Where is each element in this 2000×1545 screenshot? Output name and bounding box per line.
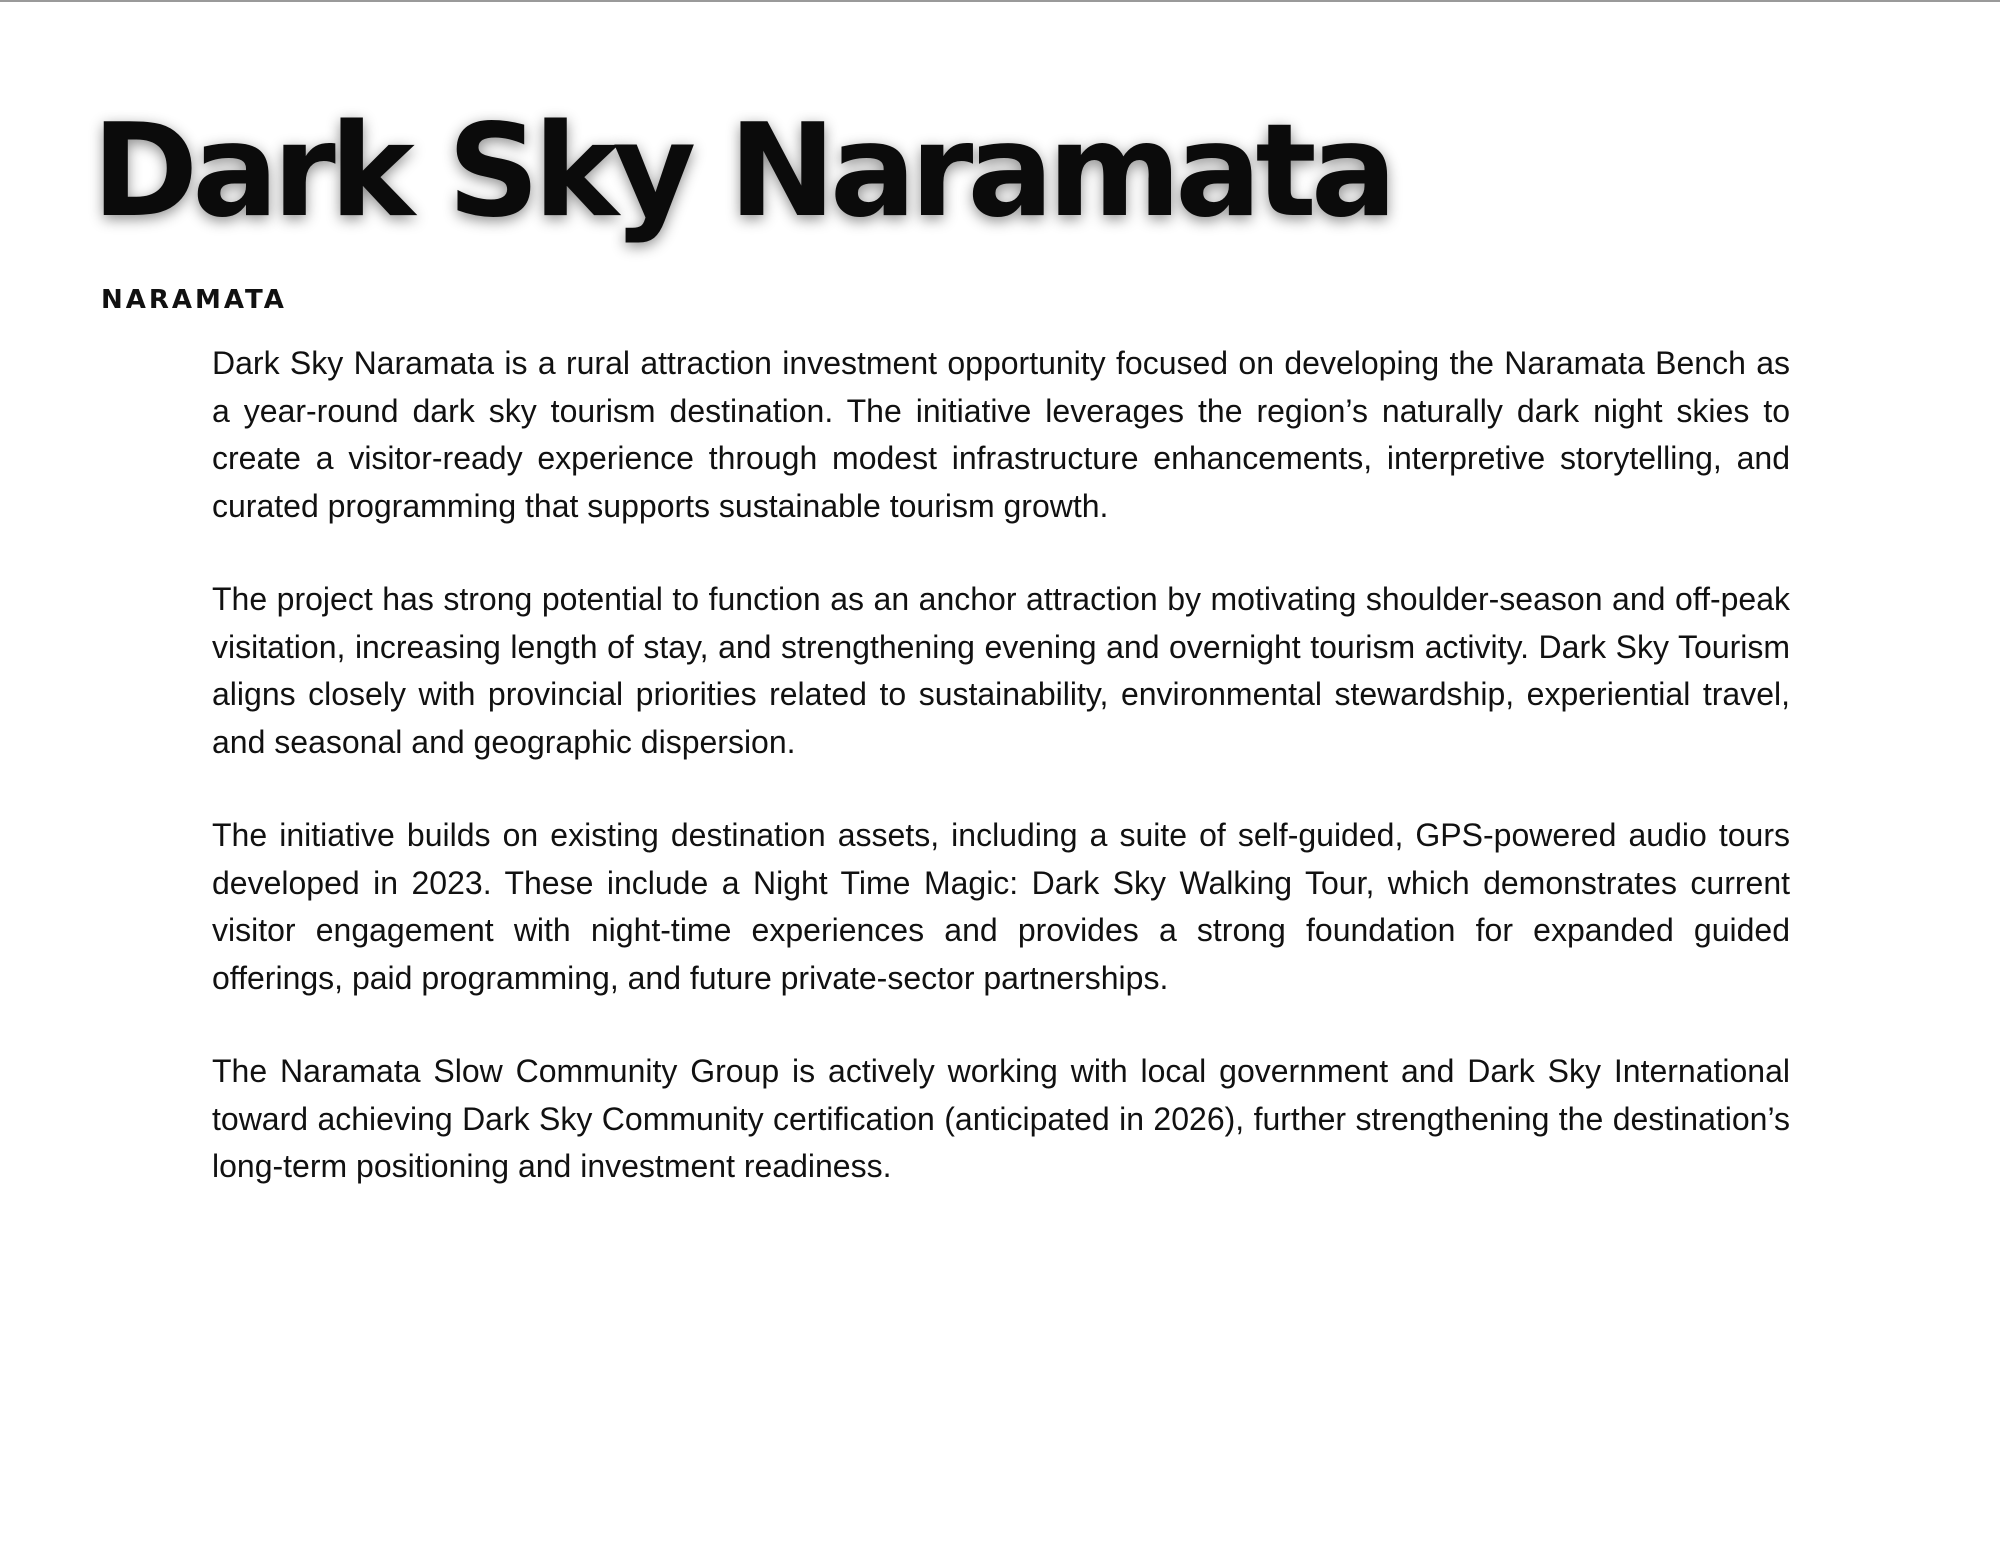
paragraph-4: The Naramata Slow Community Group is actively working with local government and Dark Sky International toward achieving Dark Sky Community certification (anticipated in 2026), further strengthening the destination’s long-term positioning and investment readiness. (212, 1053, 1790, 1184)
location-label: NARAMATA (101, 285, 287, 315)
paragraph-3: The initiative builds on existing destination assets, including a suite of self-guided, GPS-powered audio tours developed in 2023. These include a Night Time Magic: Dark Sky Walking Tour, which demonstrates current visitor engagement with night-time experiences and provides a strong foundation for expanded guided offerings, paid programming, and future private-sector partnerships. (212, 817, 1790, 996)
body-text (212, 340, 1790, 1237)
paragraph-2: The project has strong potential to function as an anchor attraction by motivating shoulder-season and off-peak visitation, increasing length of stay, and strengthening evening and overnight tourism activity. Dark Sky Tourism aligns closely with provincial priorities related to sustainability, environmental stewardship, experiential travel, and seasonal and geographic dispersion. (212, 581, 1790, 760)
paragraph-1: Dark Sky Naramata is a rural attraction investment opportunity focused on developing the Naramata Bench as a year-round dark sky tourism destination. The initiative leverages the region’s naturally dark night skies to create a visitor-ready experience through modest infrastructure enhancements, interpretive storytelling, and curated programming that supports sustainable tourism growth. (212, 345, 1790, 524)
page-title: Dark Sky Naramata (92, 97, 1392, 246)
